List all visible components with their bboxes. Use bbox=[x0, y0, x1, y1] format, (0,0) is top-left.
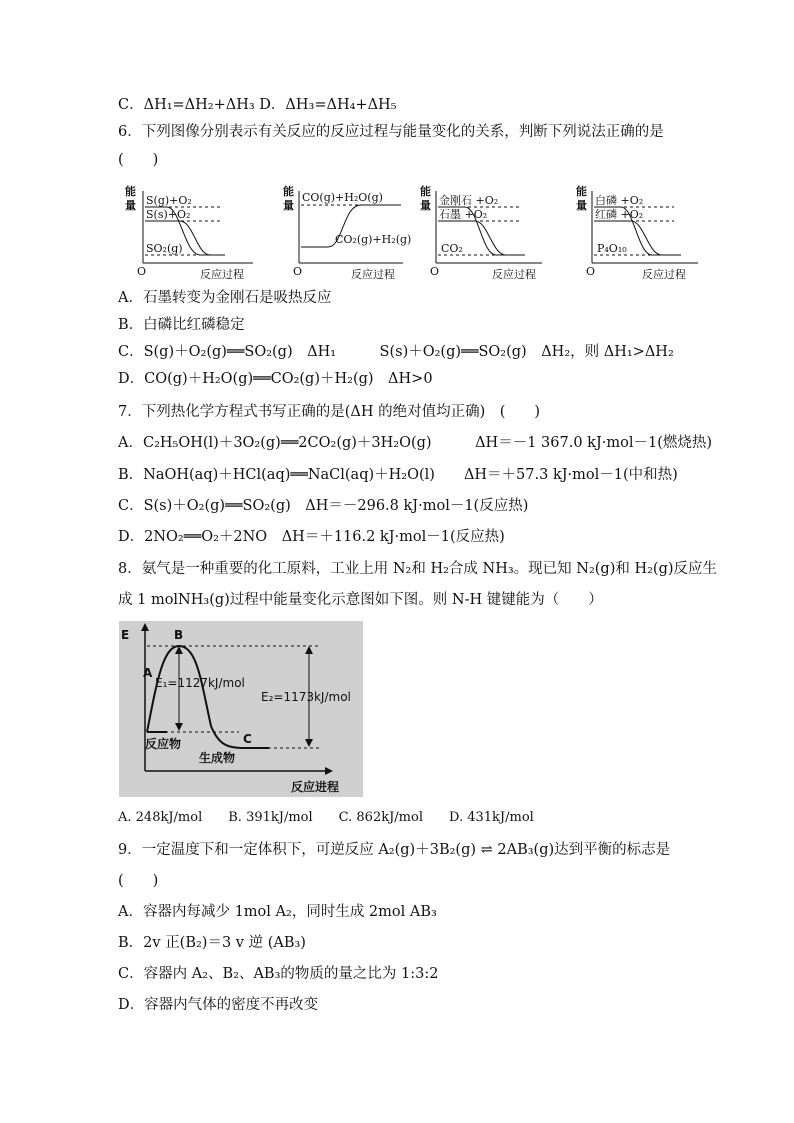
q7-option-d: D．2NO₂══O₂＋2NO ΔH＝＋116.2 kJ·mol－1(反应热) bbox=[118, 529, 505, 545]
diagram-origin: O bbox=[137, 265, 147, 278]
diagram-xlabel: 反应过程 bbox=[642, 268, 686, 281]
fig8-point-b: B bbox=[174, 628, 184, 642]
q6-option-d: D．CO(g)＋H₂O(g)══CO₂(g)＋H₂(g) ΔH>0 bbox=[118, 371, 433, 387]
q9-answer-paren: ( ) bbox=[118, 873, 159, 889]
q6-option-b: B．白磷比红磷稳定 bbox=[118, 317, 245, 333]
diagram-bottom-label: CO₂(g)+H₂(g) bbox=[335, 233, 412, 246]
q5-options-cd: C．ΔH₁=ΔH₂+ΔH₃ D．ΔH₃=ΔH₄+ΔH₅ bbox=[118, 97, 397, 113]
q7-stem: 7．下列热化学方程式书写正确的是(ΔH 的绝对值均正确) ( ) bbox=[118, 404, 541, 420]
q9-option-b: B．2v 正(B₂)＝3 v 逆 (AB₃) bbox=[118, 935, 306, 951]
diagram-origin: O bbox=[586, 265, 596, 278]
diagram-bottom-label: P₄O₁₀ bbox=[597, 242, 627, 255]
diagram-top-label: 白磷 +O₂ bbox=[595, 194, 644, 207]
energy-diagram-phosphorus bbox=[576, 183, 701, 283]
energy-diagram-sulfur bbox=[125, 183, 255, 283]
fig8-point-a: A bbox=[143, 666, 153, 680]
diagram-xlabel: 反应过程 bbox=[200, 268, 244, 281]
diagram-top-label: CO(g)+H₂O(g) bbox=[302, 191, 383, 204]
q8-options: A. 248kJ/mol B. 391kJ/mol C. 862kJ/mol D. 431kJ/mol bbox=[118, 810, 534, 825]
diagram-ylabel: 量 bbox=[420, 199, 431, 212]
fig8-xlabel: 反应进程 bbox=[291, 780, 340, 794]
diagram-ylabel: 能 bbox=[420, 185, 431, 198]
diagram-mid-label: 石墨 +O₂ bbox=[439, 208, 488, 221]
diagram-bottom-label: SO₂(g) bbox=[146, 242, 183, 255]
diagram-top-label: S(g)+O₂ bbox=[146, 194, 192, 207]
diagram-ylabel: 能 bbox=[125, 185, 136, 198]
diagram-ylabel: 量 bbox=[283, 199, 294, 212]
q9-option-a: A．容器内每减少 1mol A₂，同时生成 2mol AB₃ bbox=[118, 904, 437, 920]
q6-option-a: A．石墨转变为金刚石是吸热反应 bbox=[118, 290, 332, 306]
diagram-ylabel: 量 bbox=[125, 199, 136, 212]
diagram-ylabel: 能 bbox=[576, 185, 587, 198]
diagram-top-label: 金刚石 +O₂ bbox=[439, 194, 499, 207]
q6-answer-paren: ( ) bbox=[118, 152, 159, 168]
diagram-origin: O bbox=[430, 265, 440, 278]
diagram-ylabel: 能 bbox=[283, 185, 294, 198]
q8-stem-line2: 成 1 molNH₃(g)过程中能量变化示意图如下图。则 N-H 键键能为（ ） bbox=[118, 592, 603, 608]
energy-diagram-carbon bbox=[420, 183, 545, 283]
q7-option-a: A．C₂H₅OH(l)＋3O₂(g)══2CO₂(g)＋3H₂O(g) ΔH＝－1 367.0 kJ·mol－1(燃烧热) bbox=[118, 435, 713, 451]
diagram-bottom-label: CO₂ bbox=[441, 242, 463, 255]
q6-option-c: C．S(g)＋O₂(g)══SO₂(g) ΔH₁ S(s)＋O₂(g)══SO₂(g) ΔH₂，则 ΔH₁>ΔH₂ bbox=[118, 344, 674, 360]
q7-option-b: B．NaOH(aq)＋HCl(aq)══NaCl(aq)＋H₂O(l) ΔH＝＋57.3 kJ·mol－1(中和热) bbox=[118, 467, 678, 483]
q9-option-d: D．容器内气体的密度不再改变 bbox=[118, 997, 319, 1013]
fig8-point-c: C bbox=[243, 732, 252, 746]
diagram-mid-label: S(s)+O₂ bbox=[146, 208, 191, 221]
fig8-reactant-label: 反应物 bbox=[145, 737, 182, 751]
diagram-xlabel: 反应过程 bbox=[492, 268, 536, 281]
q6-stem: 6．下列图像分别表示有关反应的反应过程与能量变化的关系，判断下列说法正确的是 bbox=[118, 124, 664, 140]
q7-option-c: C．S(s)＋O₂(g)══SO₂(g) ΔH＝－296.8 kJ·mol－1(反应热) bbox=[118, 498, 529, 514]
q9-stem: 9．一定温度下和一定体积下，可逆反应 A₂(g)＋3B₂(g) ⇌ 2AB₃(g)达到平衡的标志是 bbox=[118, 842, 671, 858]
diagram-origin: O bbox=[293, 265, 303, 278]
q9-option-c: C．容器内 A₂、B₂、AB₃的物质的量之比为 1:3:2 bbox=[118, 966, 439, 982]
ammonia-energy-figure bbox=[119, 621, 363, 797]
fig8-product-label: 生成物 bbox=[199, 751, 236, 765]
diagram-mid-label: 红磷 +O₂ bbox=[595, 208, 644, 221]
fig8-e2-label: E₂=1173kJ/mol bbox=[261, 690, 351, 704]
q8-stem-line1: 8．氨气是一种重要的化工原料，工业上用 N₂和 H₂合成 NH₃。现已知 N₂(g)和 H₂(g)反应生 bbox=[118, 561, 718, 577]
fig8-e1-label: E₁=1127kJ/mol bbox=[155, 676, 245, 690]
energy-diagram-co bbox=[283, 183, 412, 283]
fig8-e-axis: E bbox=[121, 628, 130, 642]
diagram-ylabel: 量 bbox=[576, 199, 587, 212]
diagram-xlabel: 反应过程 bbox=[351, 268, 395, 281]
